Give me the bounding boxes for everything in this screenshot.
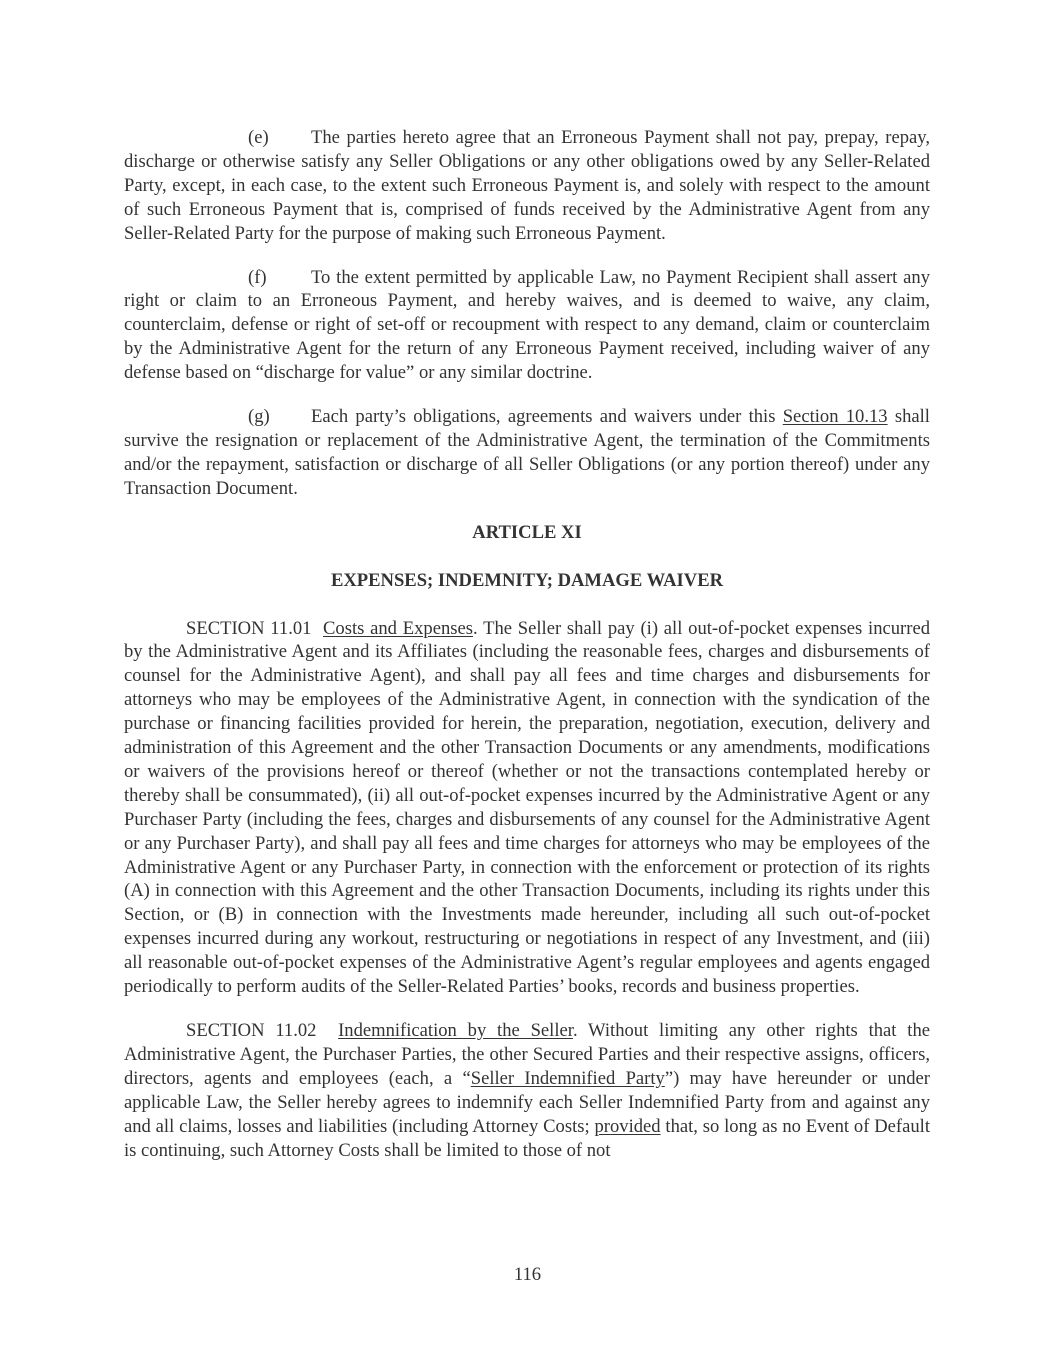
section-11-02 — [124, 1019, 930, 1162]
section-number: SECTION 11.01 — [186, 617, 312, 639]
defined-term: Seller Indemnified Party — [470, 1067, 665, 1089]
article-title: ARTICLE XI — [472, 521, 582, 543]
paragraph-f — [124, 266, 930, 386]
document-body — [124, 126, 930, 1182]
section-reference-link: Section 10.13 — [782, 406, 888, 428]
section-text: that, so long as no Event of Default is continuing, such Attorney Costs shall be limited to those of not — [124, 1115, 930, 1161]
section-text: ”) may have hereunder or under applicable Law, the Seller hereby agrees to indemnify each Seller Indemnified Party from and against any and all claims, losses and liabilities (including Attorney Costs; — [124, 1067, 930, 1137]
paragraph-text: To the extent permitted by applicable Law, no Payment Recipient shall assert any right or claim to an Erroneous Payment, and hereby waives, and is deemed to waive, any claim, counterclaim, defense or right of set-off or recoupment with respect to any demand, claim or counterclaim by the Administrative Agent for the return of any Erroneous Payment received, including waiver of any defense based on “discharge for value” or any similar doctrine. — [124, 266, 930, 384]
paragraph-g — [124, 405, 930, 501]
paragraph-text: The parties hereto agree that an Erroneous Payment shall not pay, prepay, repay, discharge or otherwise satisfy any Seller Obligations or any other obligations owed by any Seller-Related Party, except, in each case, to the extent such Erroneous Payment is, and solely with respect to the amount of such Erroneous Payment that is, comprised of funds received by the Administrative Agent from any Seller-Related Party for the purpose of making such Erroneous Payment. — [124, 127, 930, 244]
proviso-term: provided — [594, 1115, 661, 1137]
article-subtitle: EXPENSES; INDEMNITY; DAMAGE WAIVER — [330, 569, 724, 591]
section-title: Indemnification by the Seller — [338, 1020, 573, 1041]
paragraph-label: (g) — [248, 406, 270, 428]
paragraph-label: (f) — [248, 266, 267, 288]
page-number: 116 — [513, 1264, 542, 1285]
section-text: . Without limiting any other rights that the Administrative Agent, the Purchaser Parties, the other Secured Parties and their respective assigns, officers, directors, agents and employees (each, a “ — [124, 1020, 930, 1089]
section-text: . The Seller shall pay (i) all out-of-pocket expenses incurred by the Administrative Agent and its Affiliates (including the reasonable fees, charges and disbursements of counsel for the Administrative Agent), and shall pay all fees and time charges and disbursements for attorneys who may be employees of the Administrative Agent, in connection with the syndication of the purchase or financing facilities provided for herein, the preparation, negotiation, execution, delivery and administration of this Agreement and the other Transaction Documents or any amendments, modifications or waivers of the provisions hereof or thereof (whether or not the transactions contemplated hereby or thereby shall be consummated), (ii) all out-of-pocket expenses incurred by the Administrative Agent or any Purchaser Party (including the fees, charges and disbursements of any counsel for the Administrative Agent or any Purchaser Party), and shall pay all fees and time charges for attorneys who may be employees of the Administrative Agent or any Purchaser Party, in connection with the enforcement or protection of its rights (A) in connection with this Agreement and the other Transaction Documents, including its rights under this Section, or (B) in connection with the Investments made hereunder, including all such out-of-pocket expenses incurred during any workout, restructuring or negotiations in respect of any Investment, and (iii) all reasonable out-of-pocket expenses of the Administrative Agent’s regular employees and agents engaged periodically to perform audits of the Seller-Related Parties’ books, records and business properties. — [124, 617, 930, 998]
paragraph-text: Each party’s obligations, agreements and waivers under this — [311, 406, 783, 428]
paragraph-text: shall survive the resignation or replacement of the Administrative Agent, the termination of the Commitments and/or the repayment, satisfaction or discharge of all Seller Obligations (or any portion thereof) under any Transaction Document. — [124, 406, 930, 499]
section-title: Costs and Expenses — [323, 617, 473, 639]
section-11-01 — [124, 617, 930, 1000]
paragraph-label: (e) — [248, 127, 269, 148]
paragraph-e — [124, 126, 930, 246]
section-number: SECTION 11.02 — [186, 1020, 317, 1041]
